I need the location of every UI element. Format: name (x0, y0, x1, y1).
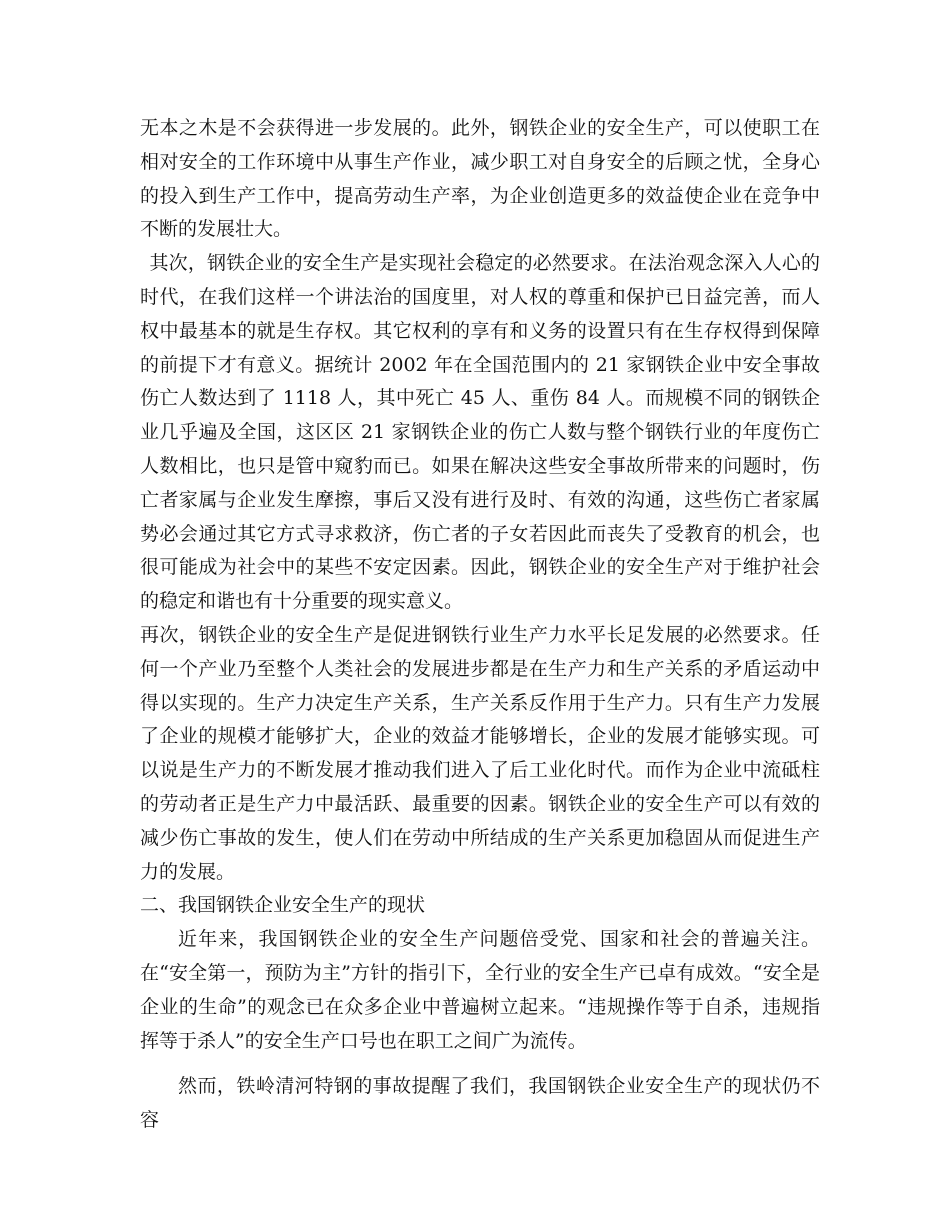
paragraph-productivity: 再次，钢铁企业的安全生产是促进钢铁行业生产力水平长足发展的必然要求。任何一个产业乃至整个人类社会的发展进步都是在生产力和生产关系的矛盾运动中得以实现的。生产力决定生产关系，生产关系反作用于生产力。只有生产力发展了企业的规模才能够扩大，企业的效益才能够增长，企业的发展才能够实现。可以说是生产力的不断发展才推动我们进入了后工业化时代。而作为企业中流砥柱的劳动者正是生产力中最活跃、最重要的因素。钢铁企业的安全生产可以有效的减少伤亡事故的发生，使人们在劳动中所结成的生产关系更加稳固从而促进生产力的发展。 (140, 623, 820, 883)
paragraph-social-stability: 其次，钢铁企业的安全生产是实现社会稳定的必然要求。在法治观念深入人心的时代，在我们这样一个讲法治的国度里，对人权的尊重和保护已日益完善，而人权中最基本的就是生存权。其它权利的享有和义务的设置只有在生存权得到保障的前提下才有意义。据统计 2002 年在全国范围内的 21 家钢铁企业中安全事故伤亡人数达到了 1118 人，其中死亡 45 人、重伤 84 人。而规模不同的钢铁企业几乎遍及全国，这区区 21 家钢铁企业的伤亡人数与整个钢铁行业的年度伤亡人数相比，也只是管中窥豹而已。如果在解决这些安全事故所带来的问题时，伤亡者家属与企业发生摩擦，事后又没有进行及时、有效的沟通，这些伤亡者家属势必会通过其它方式寻求救济，伤亡者的子女若因此而丧失了受教育的机会，也很可能成为社会中的某些不安定因素。因此，钢铁企业的安全生产对于维护社会的稳定和谐也有十分重要的现实意义。 (140, 252, 820, 613)
paragraph-continuation: 无本之木是不会获得进一步发展的。此外，钢铁企业的安全生产，可以使职工在相对安全的工作环境中从事生产作业，减少职工对自身安全的后顾之忧，全身心的投入到生产工作中，提高劳动生产率，为企业创造更多的效益使企业在竞争中不断的发展壮大。 (140, 117, 820, 241)
paragraph-recent-years: 近年来，我国钢铁企业的安全生产问题倍受党、国家和社会的普遍关注。在“安全第一，预防为主”方针的指引下，全行业的安全生产已卓有成效。“安全是企业的生命”的观念已在众多企业中普遍树立起来。“违规操作等于自杀，违规指挥等于杀人”的安全生产口号也在职工之间广为流传。 (140, 928, 820, 1052)
paragraph-however: 然而，铁岭清河特钢的事故提醒了我们，我国钢铁企业安全生产的现状仍不容 (140, 1075, 820, 1132)
section-heading: 二、我国钢铁企业安全生产的现状 (140, 894, 426, 917)
document-body (140, 112, 820, 1138)
paragraph-gap (140, 1058, 820, 1070)
